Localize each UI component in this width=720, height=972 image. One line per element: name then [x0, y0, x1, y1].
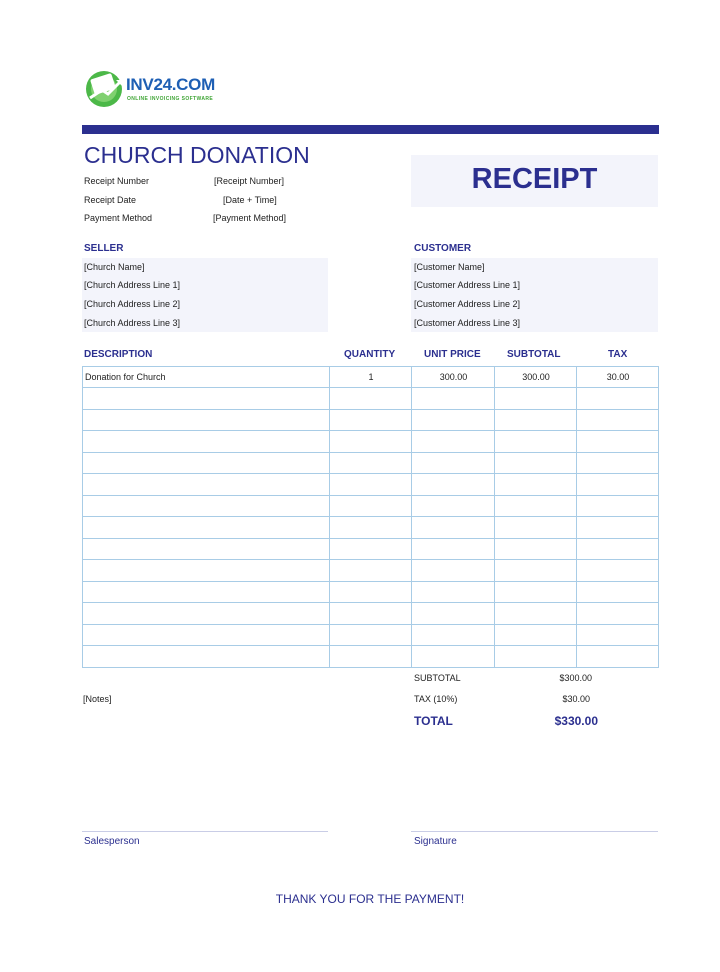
seller-heading: SELLER: [84, 243, 124, 254]
row-description: Donation for Church: [85, 372, 166, 382]
seller-line: [Church Address Line 1]: [84, 280, 181, 290]
subtotal-label: SUBTOTAL: [414, 673, 461, 683]
receipt-number-value: [Receipt Number]: [214, 176, 285, 186]
payment-method-value: [Payment Method]: [213, 213, 287, 223]
document-title: CHURCH DONATION: [84, 142, 310, 168]
tax-value: $30.00: [562, 694, 590, 704]
customer-heading: CUSTOMER: [414, 243, 472, 254]
col-header-description: DESCRIPTION: [84, 349, 153, 360]
logo-name: INV24.COM: [126, 75, 215, 94]
tax-label: TAX (10%): [414, 694, 458, 704]
customer-line: [Customer Address Line 3]: [414, 318, 521, 328]
thank-you-message: THANK YOU FOR THE PAYMENT!: [275, 892, 465, 906]
seller-line: [Church Address Line 2]: [84, 299, 181, 309]
salesperson-label: Salesperson: [84, 836, 140, 847]
customer-line: [Customer Address Line 2]: [414, 299, 521, 309]
payment-method-label: Payment Method: [84, 213, 153, 223]
receipt-date-label: Receipt Date: [84, 195, 137, 205]
line-items-grid: [82, 366, 659, 668]
row-tax: 30.00: [606, 372, 630, 382]
header-bar: [82, 125, 659, 134]
seller-line: [Church Address Line 3]: [84, 318, 181, 328]
col-header-subtotal: SUBTOTAL: [507, 349, 561, 360]
row-unit-price: 300.00: [439, 372, 468, 382]
salesperson-line: [82, 831, 328, 832]
signature-label: Signature: [414, 836, 457, 847]
receipt-number-label: Receipt Number: [84, 176, 150, 186]
row-subtotal: 300.00: [522, 372, 550, 382]
customer-line: [Customer Address Line 1]: [414, 280, 521, 290]
total-value: $330.00: [554, 714, 598, 728]
customer-line: [Customer Name]: [414, 262, 485, 272]
logo-tagline: ONLINE INVOICING SOFTWARE: [127, 96, 214, 102]
receipt-date-value: [Date + Time]: [223, 195, 277, 205]
row-quantity: 1: [368, 372, 374, 382]
col-header-quantity: QUANTITY: [344, 349, 396, 360]
receipt-title: RECEIPT: [471, 163, 598, 195]
col-header-unit-price: UNIT PRICE: [424, 349, 481, 360]
subtotal-value: $300.00: [559, 673, 592, 683]
total-label: TOTAL: [414, 714, 453, 728]
notes: [Notes]: [83, 694, 112, 704]
signature-line: [411, 831, 658, 832]
seller-line: [Church Name]: [84, 262, 145, 272]
col-header-tax: TAX: [608, 349, 628, 360]
